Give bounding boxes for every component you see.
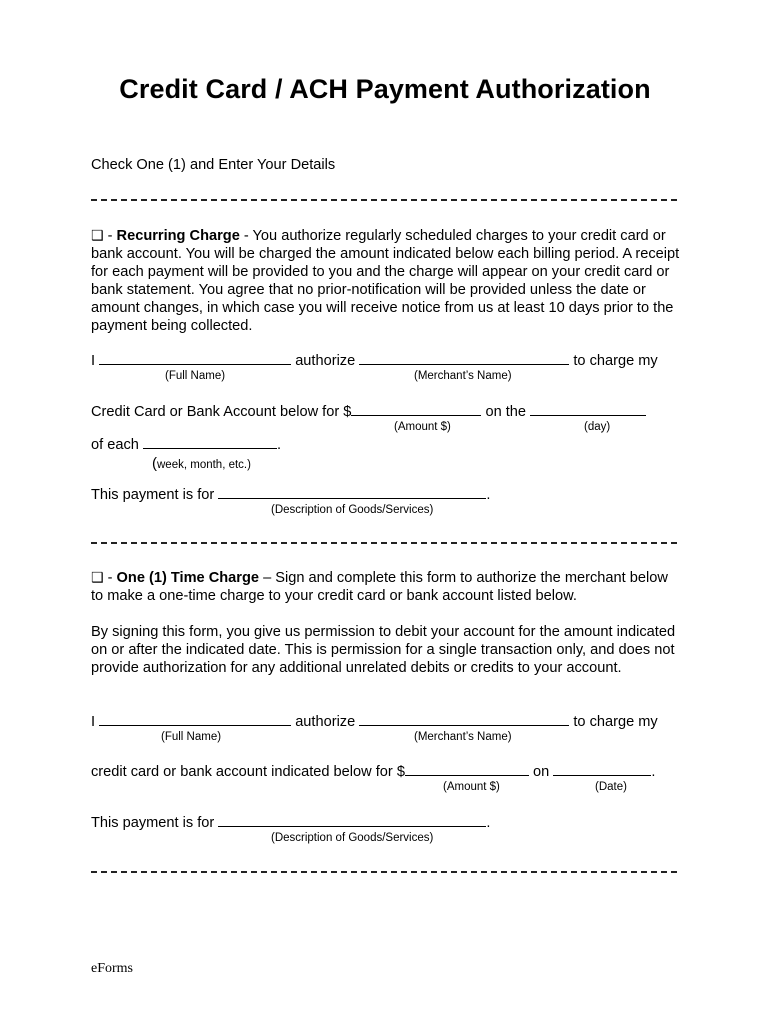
recurring-period-label [152, 455, 251, 472]
recurring-full-name-label: (Full Name) [165, 370, 226, 382]
divider-3 [91, 871, 677, 873]
recurring-full-name-field[interactable] [99, 352, 291, 365]
onetime-full-name-label: (Full Name) [161, 731, 222, 743]
onetime-i: I [91, 714, 96, 730]
onetime-heading: One (1) Time Charge [116, 570, 260, 586]
recurring-period-paren: ( [152, 455, 157, 472]
recurring-day-label: (day) [584, 421, 611, 433]
recurring-description-field[interactable] [218, 486, 486, 499]
recurring-to-charge: to charge my [573, 353, 658, 369]
onetime-to-charge: to charge my [573, 714, 658, 730]
onetime-date-field[interactable] [553, 763, 651, 776]
onetime-date-label: (Date) [595, 781, 627, 793]
recurring-of-each: of each [91, 437, 139, 453]
onetime-description-field[interactable] [218, 814, 486, 827]
onetime-merchant-name-label: (Merchant’s Name) [414, 731, 512, 743]
recurring-checkbox[interactable]: ❑ [91, 228, 104, 244]
onetime-checkbox[interactable]: ❑ [91, 570, 104, 586]
recurring-text: - You authorize regularly scheduled charges to your credit card or bank account. You will be charged the amount indicated below each billing period. A receipt for each payment will be provided to you and the charge will appear on your credit card or bank statement. You agree that no prior-notification will be provided unless the date or amount changes, in which case you will receive notice from us at least 10 days prior to the payment being collected. [91, 228, 680, 334]
recurring-period-field[interactable] [143, 436, 277, 449]
recurring-amount-label: (Amount $) [394, 421, 451, 433]
form-title: Credit Card / ACH Payment Authorization [119, 74, 651, 104]
recurring-dash: - [103, 228, 117, 244]
recurring-description-label: (Description of Goods/Services) [271, 504, 434, 516]
onetime-line-amount [91, 763, 655, 781]
recurring-amount-text: Credit Card or Bank Account below for $ [91, 404, 352, 420]
recurring-amount-field[interactable] [351, 403, 481, 416]
onetime-on: on [533, 764, 550, 780]
footer-brand: eForms [91, 961, 133, 976]
recurring-i: I [91, 353, 96, 369]
recurring-on-the: on the [485, 404, 527, 420]
onetime-merchant-name-field[interactable] [359, 713, 569, 726]
onetime-dash: - [103, 570, 117, 586]
onetime-amount-text: credit card or bank account indicated below for $ [91, 764, 405, 780]
onetime-description-dot: . [486, 815, 491, 831]
recurring-period-dot: . [276, 437, 281, 453]
onetime-full-name-field[interactable] [99, 713, 291, 726]
recurring-line-amount [91, 403, 646, 421]
divider-1 [91, 199, 677, 201]
onetime-payment-for: This payment is for [91, 815, 215, 831]
onetime-text: – Sign and complete this form to authorize the merchant below to make a one-time charge to your credit card or bank account listed below. [91, 570, 668, 604]
recurring-authorize-word: authorize [295, 353, 356, 369]
intro-text: Check One (1) and Enter Your Details [91, 157, 336, 173]
onetime-amount-field[interactable] [405, 763, 529, 776]
recurring-merchant-name-field[interactable] [359, 352, 569, 365]
recurring-line-period [91, 436, 281, 454]
recurring-description-dot: . [486, 487, 491, 503]
recurring-merchant-name-label: (Merchant’s Name) [414, 370, 512, 382]
recurring-line-description [91, 486, 490, 504]
onetime-line-description [91, 814, 490, 832]
recurring-line-authorize [91, 352, 658, 370]
recurring-heading: Recurring Charge [116, 228, 240, 244]
onetime-paragraph [91, 569, 681, 605]
onetime-date-dot: . [651, 764, 656, 780]
recurring-day-field[interactable] [530, 403, 646, 416]
recurring-payment-for: This payment is for [91, 487, 215, 503]
onetime-permission-paragraph: By signing this form, you give us permission to debit your account for the amount indicated on or after the indicated date. This is permission for a single transaction only, and does not provide authorization for any additional unrelated debits or credits to your account. [91, 624, 676, 676]
onetime-description-label: (Description of Goods/Services) [271, 832, 434, 844]
recurring-period-text: week, month, etc.) [157, 459, 251, 471]
recurring-paragraph [91, 227, 681, 335]
onetime-amount-label: (Amount $) [443, 781, 500, 793]
onetime-line-authorize [91, 713, 658, 731]
onetime-authorize-word: authorize [295, 714, 356, 730]
divider-2 [91, 542, 677, 544]
